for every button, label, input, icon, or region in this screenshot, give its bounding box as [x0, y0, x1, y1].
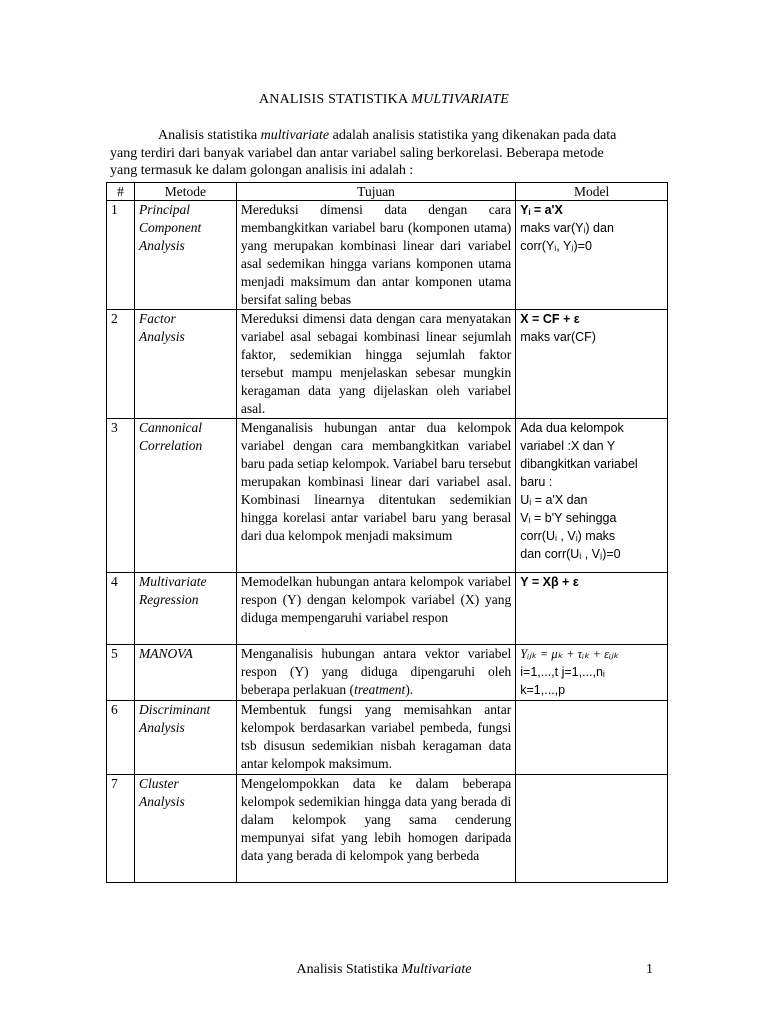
method-line: Analysis	[138, 720, 185, 735]
method-line: Component	[138, 220, 202, 235]
page-number: 1	[646, 962, 653, 977]
row-method	[134, 310, 236, 419]
row-purpose: Mereduksi dimensi data dengan cara menyatakan variabel asal sebagai kombinasi linear sejumlah faktor, sedemikian hingga sejumlah faktor tersebut mampu menjelaskan sebesar mungkin keragaman data yang dijelaskan oleh variabel asal.	[236, 310, 515, 419]
footer-italic: Multivariate	[401, 962, 472, 977]
row-method	[134, 201, 236, 310]
methods-table	[106, 182, 668, 883]
table-row	[107, 310, 668, 419]
row-num: 5	[107, 645, 135, 701]
model-line: corr(Yᵢ, Yⱼ)=0	[520, 239, 592, 253]
model-line: variabel :X dan Y	[520, 439, 616, 453]
model-line: Yᵢⱼₖ = μₖ + τᵢₖ + εᵢⱼₖ	[520, 647, 619, 661]
row-purpose: Membentuk fungsi yang memisahkan antar kelompok berdasarkan variabel pembeda, fungsi tsb disusun sedemikian nisbah keragaman data antar kelompok maksimum.	[236, 701, 515, 775]
row-model	[516, 310, 668, 419]
header-purpose: Tujuan	[236, 183, 515, 201]
title-text: ANALISIS STATISTIKA	[259, 92, 412, 107]
header-model: Model	[516, 183, 668, 201]
table-row	[107, 775, 668, 883]
row-num: 6	[107, 701, 135, 775]
row-method	[134, 419, 236, 573]
row-purpose: Menganalisis hubungan antar dua kelompok variabel dengan cara membangkitkan variabel baru pada setiap kelompok. Variabel baru tersebut merupakan kombinasi linear dari variabel asal. Kombinasi linearnya ditentukan sedemikian hingga korelasi antar variabel baru yang berasal dari dua kelompok menjadi maksimum	[236, 419, 515, 573]
row-model	[516, 419, 668, 573]
model-line: X = CF + ε	[520, 312, 580, 326]
row-method	[134, 701, 236, 775]
row-num: 3	[107, 419, 135, 573]
intro-italic: multivariate	[260, 128, 330, 143]
purpose-text: ).	[405, 682, 414, 697]
method-line: Principal	[138, 202, 190, 217]
model-line: Y = Xβ + ε	[520, 575, 579, 589]
title-italic: MULTIVARIATE	[411, 92, 509, 107]
row-method	[134, 775, 236, 883]
model-line: Vᵢ = b'Y sehingga	[520, 511, 617, 525]
method-line: Regression	[138, 592, 199, 607]
purpose-italic: treatment	[354, 682, 406, 697]
method-line: Cannonical	[138, 420, 202, 435]
row-purpose: Mengelompokkan data ke dalam beberapa kelompok sedemikian hingga data yang berada di dalam kelompok yang sama cenderung mempunyai sifat yang lebih homogen daripada data yang berada di kelompok yang berbeda	[236, 775, 515, 883]
table-row	[107, 573, 668, 645]
model-line: dibangkitkan variabel	[520, 457, 638, 471]
model-line: i=1,...,t j=1,...,nᵢ	[520, 665, 605, 679]
row-model	[516, 201, 668, 310]
row-model	[516, 645, 668, 701]
table-row	[107, 419, 668, 573]
row-model	[516, 573, 668, 645]
model-line: dan corr(Uᵢ , Vⱼ)=0	[520, 547, 621, 561]
row-purpose: Mereduksi dimensi data dengan cara membangkitkan variabel baru (komponen utama) yang merupakan kombinasi linear dari variabel asal sedemikan hingga varians komponen utama menjadi maksimum dan antar komponen utama bersifat saling bebas	[236, 201, 515, 310]
model-line: maks var(CF)	[520, 330, 596, 344]
table-header-row	[107, 183, 668, 201]
row-method	[134, 645, 236, 701]
method-line: Cluster	[138, 776, 179, 791]
intro-line-2: yang terdiri dari banyak variabel dan antar variabel saling berkorelasi. Beberapa metode	[110, 145, 604, 161]
model-line: Uᵢ = a'X dan	[520, 493, 588, 507]
model-line: k=1,...,p	[520, 683, 566, 697]
header-method: Metode	[134, 183, 236, 201]
method-line: Multivariate	[138, 574, 207, 589]
page-title	[0, 92, 768, 108]
model-line: Ada dua kelompok	[520, 421, 624, 435]
intro-line-1	[110, 127, 666, 145]
row-num: 2	[107, 310, 135, 419]
method-line: Discriminant	[138, 702, 211, 717]
model-line: corr(Uᵢ , Vᵢ) maks	[520, 529, 616, 543]
row-method	[134, 573, 236, 645]
intro-line-3: yang termasuk ke dalam golongan analisis ini adalah :	[110, 163, 414, 178]
row-num: 4	[107, 573, 135, 645]
row-num: 1	[107, 201, 135, 310]
model-line: Yᵢ = a'X	[520, 203, 563, 217]
header-num: #	[107, 183, 135, 201]
table-row	[107, 701, 668, 775]
purpose-text: Menganalisis hubungan antara vektor variabel respon (Y) yang diduga dipengaruhi oleh beberapa perlakuan (	[240, 646, 512, 697]
intro-text: adalah analisis statistika yang dikenakan pada data	[329, 128, 617, 143]
intro-text: Analisis statistika	[158, 128, 261, 143]
intro-paragraph	[110, 127, 666, 180]
method-line: Correlation	[138, 438, 203, 453]
method-line: Analysis	[138, 329, 185, 344]
row-model	[516, 701, 668, 775]
row-num: 7	[107, 775, 135, 883]
method-line: Analysis	[138, 238, 185, 253]
model-line: maks var(Yᵢ) dan	[520, 221, 614, 235]
method-line: Factor	[138, 311, 176, 326]
row-model	[516, 775, 668, 883]
row-purpose	[236, 645, 515, 701]
table-row	[107, 645, 668, 701]
footer-text: Analisis Statistika	[296, 962, 402, 977]
model-line: baru :	[520, 475, 553, 489]
method-line: Analysis	[138, 794, 185, 809]
row-purpose: Memodelkan hubungan antara kelompok variabel respon (Y) dengan kelompok variabel (X) yang diduga mempengaruhi variabel respon	[236, 573, 515, 645]
method-line: MANOVA	[138, 646, 193, 661]
table-row	[107, 201, 668, 310]
